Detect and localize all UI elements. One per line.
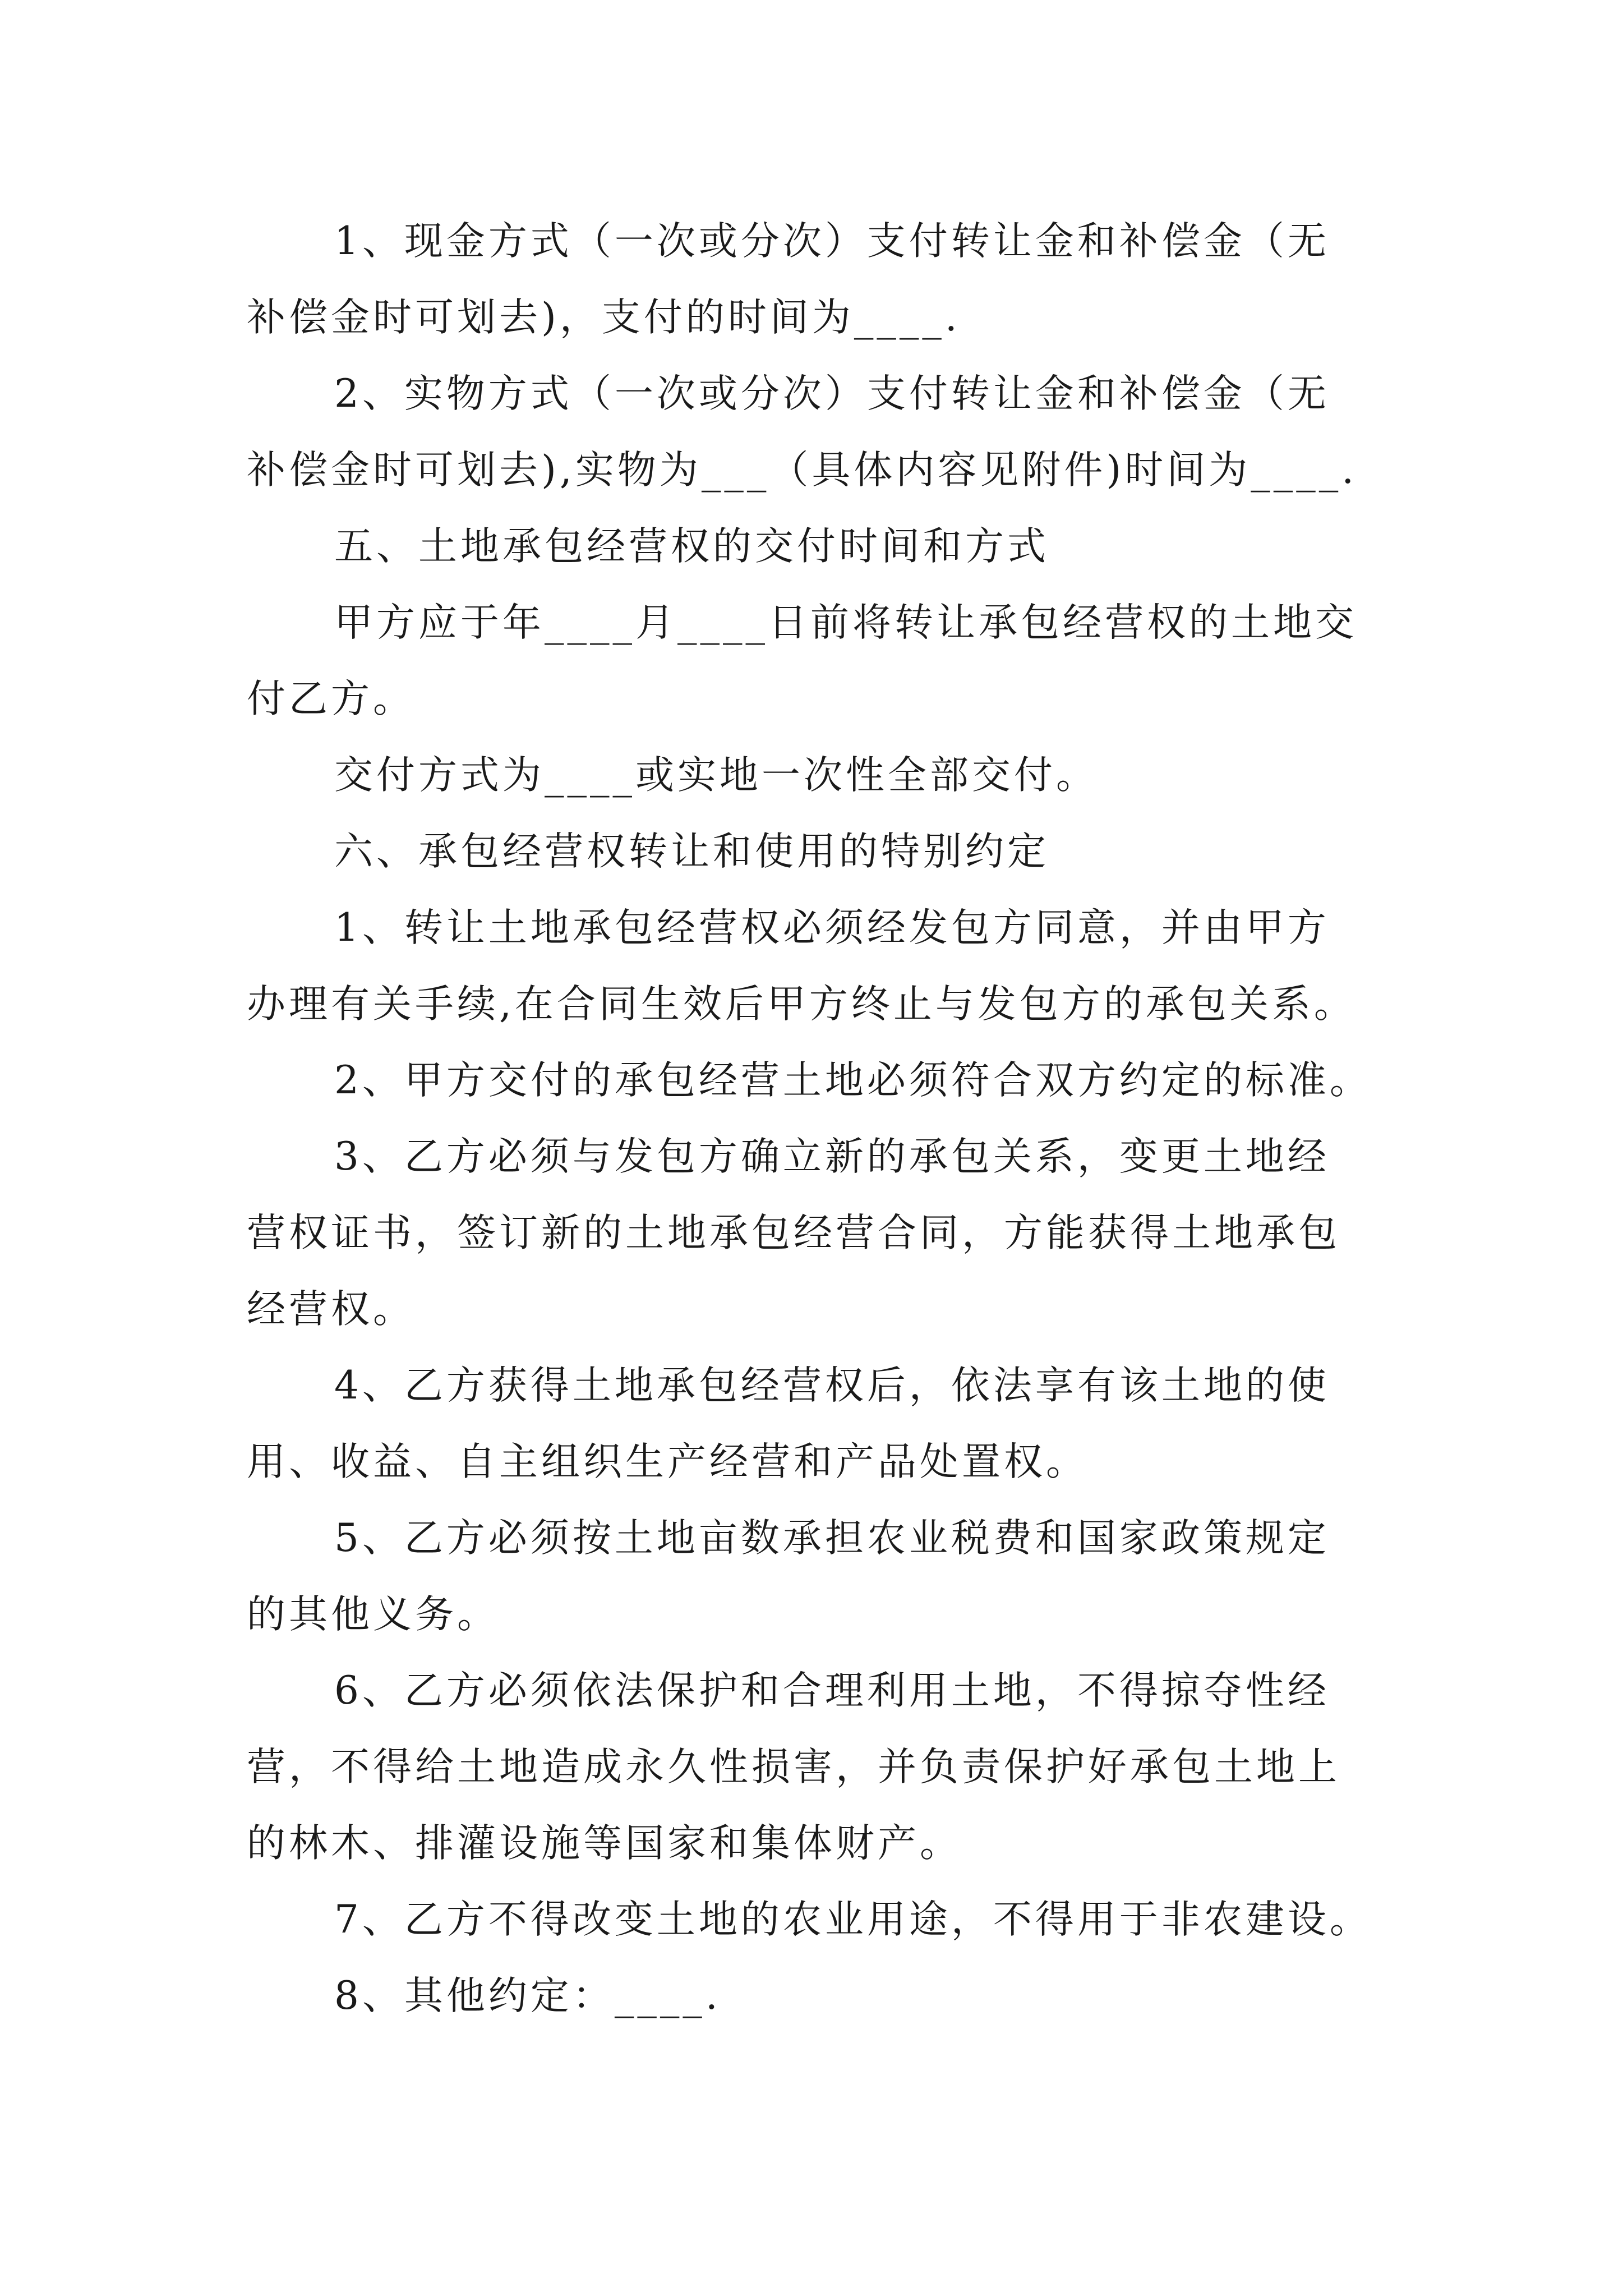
text-line: 4、乙方获得土地承包经营权后，依法享有该土地的使 (334, 1363, 1330, 1408)
text-line: 1、现金方式（一次或分次）支付转让金和补偿金（无 (334, 219, 1330, 264)
text-line: 8、其他约定：____. (334, 1973, 721, 2018)
text-line: 3、乙方必须与发包方确立新的承包关系，变更土地经 (334, 1134, 1330, 1179)
text-line: 付乙方。 (247, 677, 415, 721)
text-line: 2、甲方交付的承包经营土地必须符合双方约定的标准。 (334, 1058, 1372, 1103)
section-heading: 六、承包经营权转让和使用的特别约定 (334, 829, 1049, 874)
text-line: 用、收益、自主组织生产经营和产品处置权。 (247, 1439, 1088, 1484)
text-line: 6、乙方必须依法保护和合理利用土地，不得掠夺性经 (334, 1668, 1330, 1713)
text-line: 1、转让土地承包经营权必须经发包方同意，并由甲方 (334, 905, 1330, 950)
section-heading: 五、土地承包经营权的交付时间和方式 (334, 524, 1049, 569)
text-line: 的林木、排灌设施等国家和集体财产。 (247, 1821, 962, 1866)
text-line: 经营权。 (247, 1287, 415, 1332)
text-line: 营，不得给土地造成永久性损害，并负责保护好承包土地上 (247, 1745, 1340, 1789)
text-line: 的其他义务。 (247, 1592, 499, 1637)
text-line: 7、乙方不得改变土地的农业用途，不得用于非农建设。 (334, 1897, 1372, 1942)
text-line: 办理有关手续,在合同生效后甲方终止与发包方的承包关系。 (247, 982, 1356, 1027)
text-line: 补偿金时可划去),实物为___（具体内容见附件)时间为____. (247, 448, 1358, 493)
text-line: 甲方应于年____月____日前将转让承包经营权的土地交 (334, 600, 1357, 645)
text-line: 补偿金时可划去)，支付的时间为____. (247, 295, 961, 340)
text-line: 营权证书，签订新的土地承包经营合同，方能获得土地承包 (247, 1211, 1340, 1255)
text-line: 交付方式为____或实地一次性全部交付。 (334, 753, 1098, 798)
text-line: 5、乙方必须按土地亩数承担农业税费和国家政策规定 (334, 1516, 1330, 1561)
text-line: 2、实物方式（一次或分次）支付转让金和补偿金（无 (334, 371, 1330, 416)
